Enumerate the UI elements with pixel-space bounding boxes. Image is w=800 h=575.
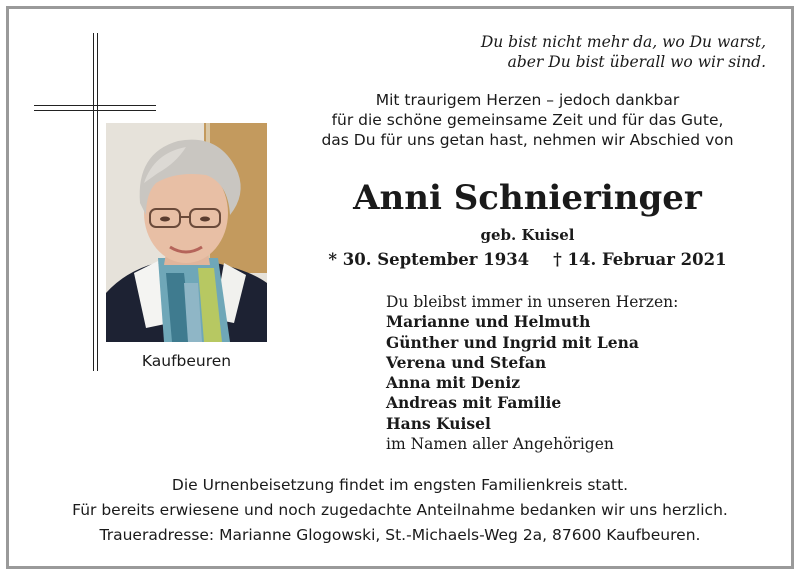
family-member: Andreas mit Familie	[386, 393, 562, 413]
family-member: Marianne und Helmuth	[386, 312, 591, 332]
intro-text	[290, 90, 765, 150]
birth-date: * 30. September 1934	[328, 250, 530, 269]
family-member: Verena und Stefan	[386, 352, 547, 372]
intro-line: für die schöne gemeinsame Zeit und für das Gute,	[331, 111, 724, 129]
quote	[366, 32, 766, 72]
footer-line: Die Urnenbeisetzung findet im engsten Familienkreis statt.	[171, 476, 629, 494]
family-list	[386, 292, 746, 454]
family-intro: Du bleibst immer in unseren Herzen:	[386, 293, 679, 311]
intro-line: das Du für uns getan hast, nehmen wir Abschied von	[321, 131, 734, 149]
footer-line: Für bereits erwiesene und noch zugedachte Anteilnahme bedanken wir uns herzlich.	[72, 501, 728, 519]
family-member: Günther und Ingrid mit Lena	[386, 332, 639, 352]
portrait-photo	[106, 123, 267, 342]
intro-line: Mit traurigem Herzen – jedoch dankbar	[375, 91, 680, 109]
family-closing: im Namen aller Angehörigen	[386, 435, 614, 454]
birth-name: geb. Kuisel	[480, 226, 575, 244]
death-date: † 14. Februar 2021	[553, 250, 727, 269]
cross-icon	[93, 33, 98, 371]
quote-line: aber Du bist überall wo wir sind.	[507, 53, 766, 71]
footer-text	[20, 473, 780, 548]
cross-icon-beam	[34, 105, 156, 111]
quote-line: Du bist nicht mehr da, wo Du warst,	[480, 33, 766, 51]
footer-line: Traueradresse: Marianne Glogowski, St.-Michaels-Weg 2a, 87600 Kaufbeuren.	[99, 526, 701, 544]
family-member: Anna mit Deniz	[386, 373, 521, 393]
deceased-name: Anni Schnieringer	[353, 178, 702, 218]
life-dates	[290, 250, 765, 269]
place-caption: Kaufbeuren	[141, 352, 232, 370]
family-member: Hans Kuisel	[386, 413, 491, 433]
